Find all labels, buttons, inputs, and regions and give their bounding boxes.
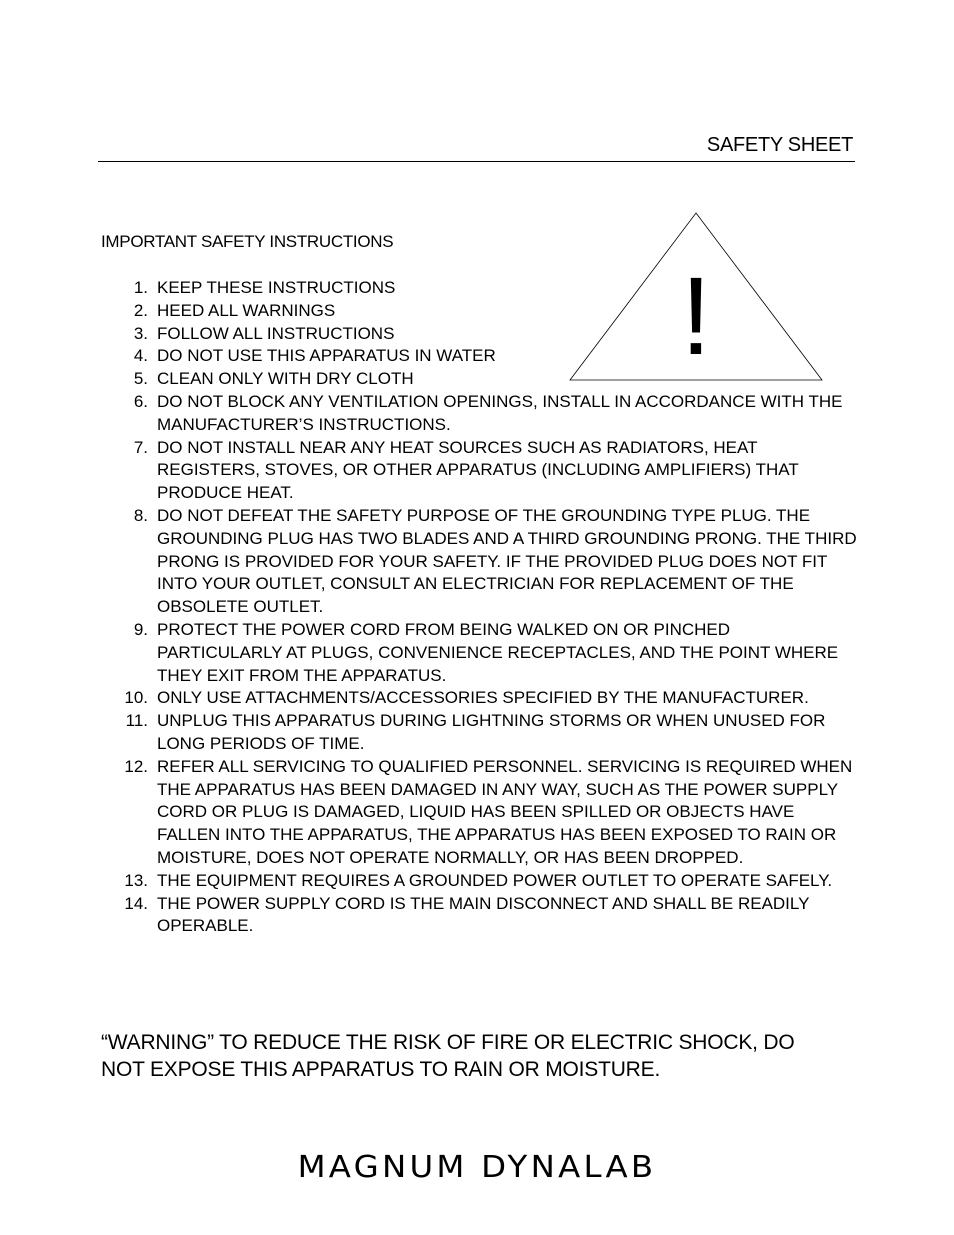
list-item (100, 710, 860, 756)
list-item-text: ONLY USE ATTACHMENTS/ACCESSORIES SPECIFIED BY THE MANUFACTURER. (157, 688, 809, 708)
list-item-text: CLEAN ONLY WITH DRY CLOTH (157, 369, 414, 389)
list-item-text: REFER ALL SERVICING TO QUALIFIED PERSONNEL. SERVICING IS REQUIRED WHEN THE APPARATUS HAS BEEN DAMAGED IN ANY WAY, SUCH AS THE POWER SUPPLY CORD OR PLUG IS DAMAGED, LIQUID HAS BEEN SPILLED OR OBJECTS HAVE FALLEN INTO THE APPARATUS, THE APPARATUS HAS BEEN EXPOSED TO RAIN OR MOISTURE, DOES NOT OPERATE NORMALLY, OR HAS BEEN DROPPED. (157, 756, 853, 867)
list-item-number: 12. (124, 756, 148, 776)
list-item (100, 391, 860, 437)
list-item-number: 8. (133, 505, 148, 525)
list-item-text: PROTECT THE POWER CORD FROM BEING WALKED ON OR PINCHED PARTICULARLY AT PLUGS, CONVENIENCE RECEPTACLES, AND THE POINT WHERE THEY EXIT FROM THE APPARATUS. (157, 619, 839, 685)
brand-logo: MAGNUM DYNALAB (297, 1150, 657, 1185)
list-item (100, 277, 860, 300)
list-item-number: 3. (133, 323, 148, 343)
page-header-title: SAFETY SHEET (706, 134, 853, 156)
list-item-text: DO NOT BLOCK ANY VENTILATION OPENINGS, INSTALL IN ACCORDANCE WITH THE MANUFACTURER’S INSTRUCTIONS. (157, 391, 843, 434)
safety-instructions-list (100, 277, 860, 938)
exclamation-mark-glyph: ! (680, 255, 712, 378)
list-item-number: 13. (124, 870, 148, 890)
list-item-text: KEEP THESE INSTRUCTIONS (157, 278, 396, 297)
list-item-number: 5. (133, 369, 148, 389)
section-title: IMPORTANT SAFETY INSTRUCTIONS (101, 232, 394, 251)
list-item (100, 437, 860, 505)
list-item-text: UNPLUG THIS APPARATUS DURING LIGHTNING STORMS OR WHEN UNUSED FOR LONG PERIODS OF TIME. (157, 711, 826, 753)
list-item-number: 9. (133, 619, 148, 639)
list-item-number: 4. (133, 346, 148, 366)
list-item-text: HEED ALL WARNINGS (157, 300, 336, 320)
list-item (100, 870, 860, 893)
list-item (100, 505, 860, 619)
list-item (100, 323, 860, 346)
list-item-number: 11. (125, 711, 148, 731)
list-item (100, 619, 860, 687)
list-item (100, 893, 860, 939)
list-item-text: FOLLOW ALL INSTRUCTIONS (157, 323, 395, 343)
list-item (100, 368, 860, 391)
list-item (100, 345, 860, 368)
header-divider (98, 161, 855, 162)
list-item (100, 756, 860, 870)
list-item-number: 7. (133, 437, 148, 457)
list-item (100, 300, 860, 323)
list-item-text: THE POWER SUPPLY CORD IS THE MAIN DISCONNECT AND SHALL BE READILY OPERABLE. (157, 893, 810, 936)
list-item-number: 10. (124, 688, 148, 708)
list-item-text: DO NOT INSTALL NEAR ANY HEAT SOURCES SUCH AS RADIATORS, HEAT REGISTERS, STOVES, OR OTHER APPARATUS (INCLUDING AMPLIFIERS) THAT PRODUCE HEAT. (157, 437, 799, 503)
list-item-number: 14. (124, 893, 148, 913)
list-item-number: 1. (133, 278, 148, 297)
list-item-number: 6. (133, 391, 148, 411)
warning-statement: “WARNING” TO REDUCE THE RISK OF FIRE OR ELECTRIC SHOCK, DO NOT EXPOSE THIS APPARATUS TO RAIN OR MOISTURE. (101, 1031, 795, 1081)
list-item-text: DO NOT USE THIS APPARATUS IN WATER (157, 346, 496, 366)
list-item-text: THE EQUIPMENT REQUIRES A GROUNDED POWER OUTLET TO OPERATE SAFELY. (157, 870, 833, 890)
list-item (100, 687, 860, 710)
list-item-number: 2. (133, 300, 148, 320)
list-item-text: DO NOT DEFEAT THE SAFETY PURPOSE OF THE GROUNDING TYPE PLUG. THE GROUNDING PLUG HAS TWO BLADES AND A THIRD GROUNDING PRONG. THE THIRD PRONG IS PROVIDED FOR YOUR SAFETY. IF THE PROVIDED PLUG DOES NOT FIT INTO YOUR OUTLET, CONSULT AN ELECTRICIAN FOR REPLACEMENT OF THE OBSOLETE OUTLET. (157, 505, 857, 617)
